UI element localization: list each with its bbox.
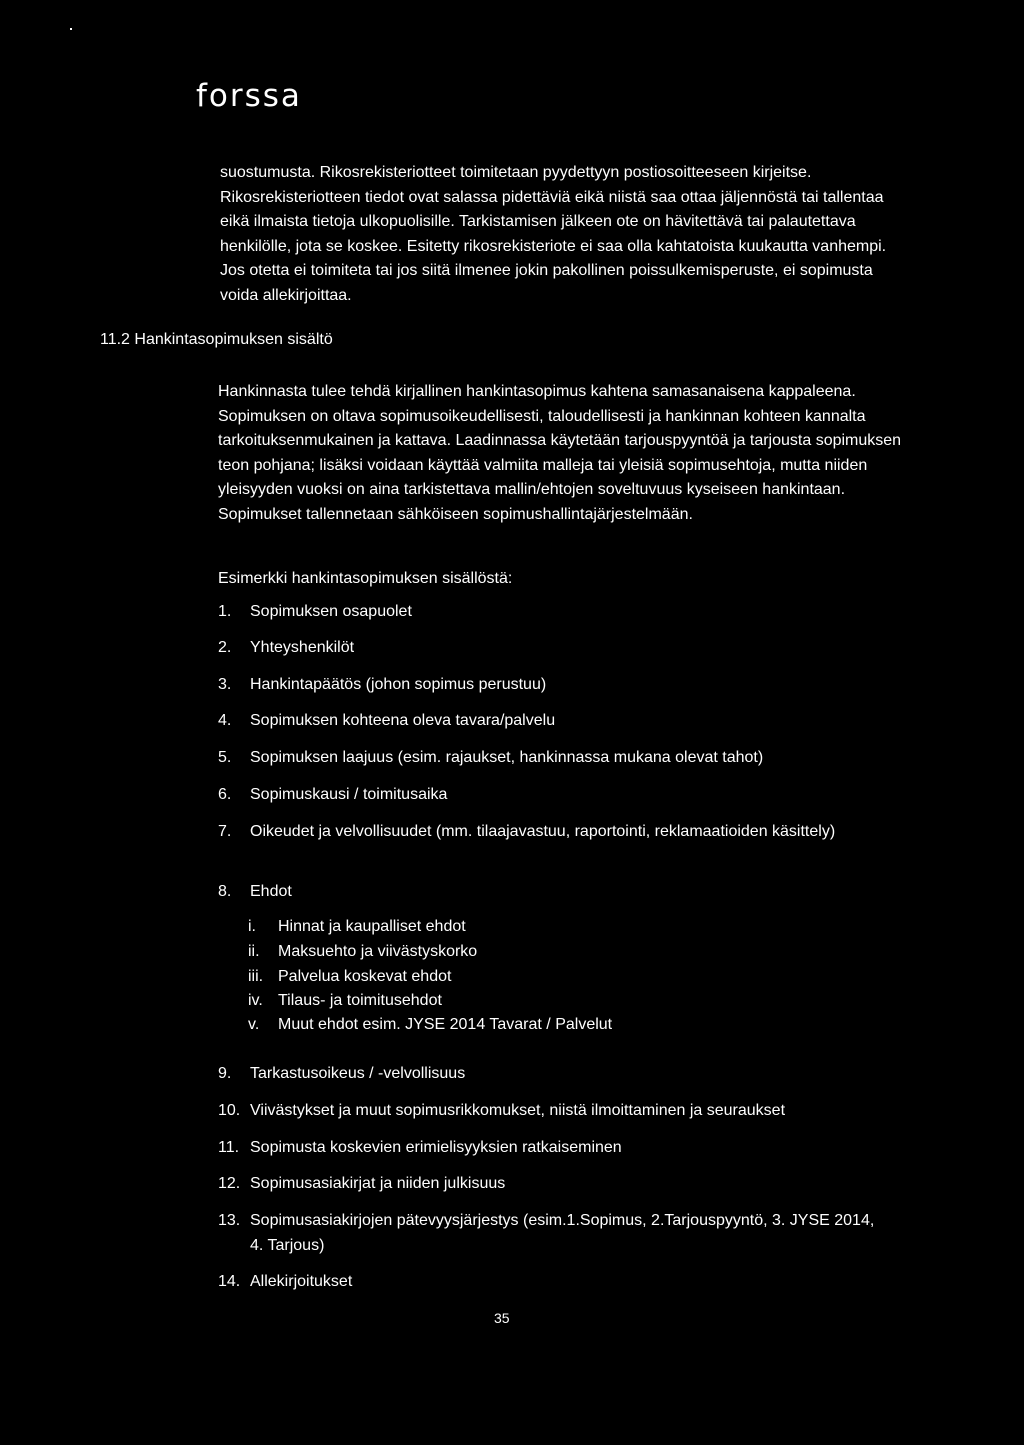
list-item: 13. Sopimusasiakirjojen pätevyysjärjestys (esim.1.Sopimus, 2.Tarjouspyyntö, 3. JYSE 2014, 4. Tarjous)	[218, 1212, 875, 1254]
paragraph-procurement-contract: Hankinnasta tulee tehdä kirjallinen hankintasopimus kahtena samasanaisena kappaleena. Sopimuksen on oltava sopimusoikeudellisesti, taloudellisesti ja hankinnan kohteen kannalta tarkoituksenmukainen ja kattava. Laadinnassa käytetään tarjouspyyntöä ja tarjousta sopimuksen teon pohjana; lisäksi voidaan käyttää valmiita malleja tai yleisiä sopimusehtoja, mutta niiden yleisyyden vuoksi on aina tarkistettava mallin/ehtojen soveltuvuus kyseiseen hankintaan. Sopimukset tallennetaan sähköiseen sopimushallintajärjestelmään.	[218, 383, 902, 523]
sub-list-item: i. Hinnat ja kaupalliset ehdot	[248, 918, 466, 935]
list-item: 12. Sopimusasiakirjat ja niiden julkisuus	[218, 1175, 506, 1192]
scan-dot	[70, 28, 72, 30]
list-item: 9. Tarkastusoikeus / -velvollisuus	[218, 1065, 466, 1082]
sub-list-item: iii. Palvelua koskevat ehdot	[248, 968, 452, 985]
sub-list-item: v. Muut ehdot esim. JYSE 2014 Tavarat / Palvelut	[248, 1016, 613, 1033]
section-heading: 11.2 Hankintasopimuksen sisältö	[100, 331, 333, 348]
list-item: 2. Yhteyshenkilöt	[218, 639, 355, 656]
page-number: 35	[494, 1310, 510, 1326]
sub-list-item: iv. Tilaus- ja toimitusehdot	[248, 992, 442, 1009]
paragraph-criminal-record: suostumusta. Rikosrekisteriotteet toimitetaan pyydettyyn postiosoitteeseen kirjeitse. Rikosrekisteriotteen tiedot ovat salassa pidettäviä eikä niistä saa ottaa jäljennöstä tai tallentaa eikä ilmaista tietoja ulkopuolisille. Tarkistamisen jälkeen ote on hävitettävä tai palautettava henkilölle, jota se koskee. Esitetty rikosrekisteriote ei saa olla kahtatoista kuukautta vanhempi. Jos otetta ei toimiteta tai jos siitä ilmenee jokin pakollinen poissulkemisperuste, ei sopimusta voida allekirjoittaa.	[220, 164, 887, 304]
list-item: 4. Sopimuksen kohteena oleva tavara/palvelu	[218, 712, 556, 729]
list-item: 7. Oikeudet ja velvollisuudet (mm. tilaajavastuu, raportointi, reklamaatioiden käsittely)	[218, 823, 836, 840]
list-item: 5. Sopimuksen laajuus (esim. rajaukset, hankinnassa mukana olevat tahot)	[218, 749, 764, 766]
sub-list-item: ii. Maksuehto ja viivästyskorko	[248, 943, 478, 960]
list-item: 14. Allekirjoitukset	[218, 1273, 353, 1290]
list-item: 8. Ehdot	[218, 883, 292, 900]
list-item: 6. Sopimuskausi / toimitusaika	[218, 786, 448, 803]
list-intro: Esimerkki hankintasopimuksen sisällöstä:	[218, 570, 513, 587]
list-item: 10. Viivästykset ja muut sopimusrikkomukset, niistä ilmoittaminen ja seuraukset	[218, 1102, 786, 1119]
list-item: 11. Sopimusta koskevien erimielisyyksien ratkaiseminen	[218, 1139, 622, 1156]
forssa-logo: forssa	[196, 78, 302, 114]
list-item: 3. Hankintapäätös (johon sopimus perustuu)	[218, 676, 547, 693]
list-item: 1. Sopimuksen osapuolet	[218, 603, 412, 620]
